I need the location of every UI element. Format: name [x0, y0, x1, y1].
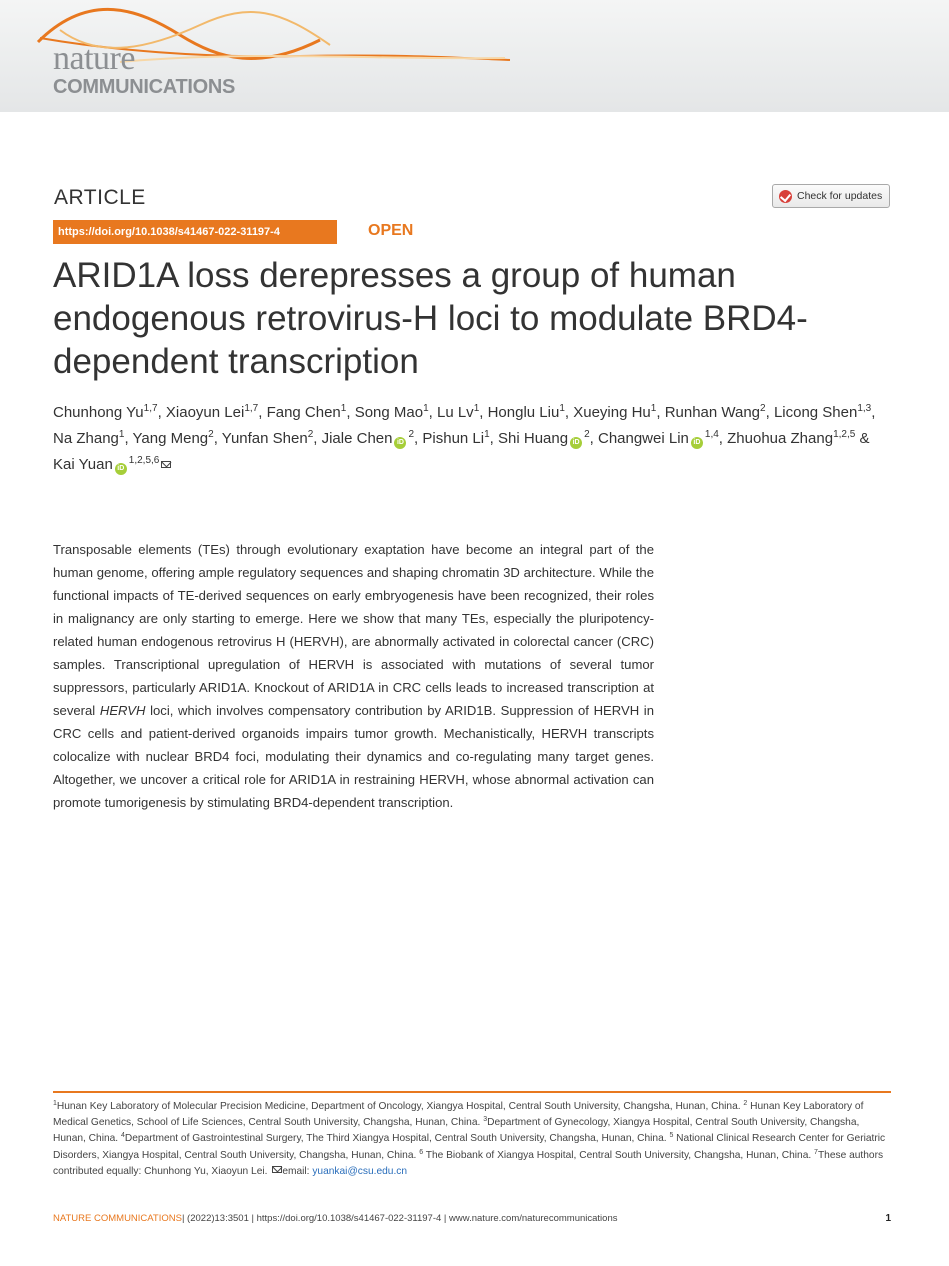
author-name[interactable]: Jiale Chen — [321, 430, 393, 447]
page-number: 1 — [885, 1213, 891, 1224]
abstract-text-part1: Transposable elements (TEs) through evolutionary exaptation have become an integral part of the human genome, offering ample regulatory sequences and shaping chromatin 3D architecture. While the functional impacts of TE-derived sequences on early embryogenesis have been recognized, their roles in malignancy are only starting to emerge. Here we show that many TEs, especially the pluripotency-related human endogenous retrovirus H (HERVH), are abnormally activated in colorectal cancer (CRC) samples. Transcriptional upregulation of HERVH is associated with mutations of several tumor suppressors, particularly ARID1A. Knockout of ARID1A in CRC cells leads to increased transcription at several — [53, 542, 654, 718]
author-affiliation-marker: 1 — [650, 403, 657, 414]
author-separator: , — [414, 430, 423, 447]
author-name[interactable]: Yang Meng — [132, 430, 209, 447]
author-separator: , — [213, 430, 222, 447]
open-access-label: OPEN — [368, 222, 414, 239]
author-separator: & — [855, 430, 870, 447]
author-separator: , — [564, 404, 574, 421]
journal-masthead — [0, 0, 949, 112]
abstract — [53, 538, 654, 814]
author-name[interactable]: Lu Lv — [436, 404, 474, 421]
footnote-marker: 3 — [483, 1116, 488, 1124]
author-name[interactable]: Song Mao — [354, 404, 424, 421]
envelope-icon — [272, 1166, 282, 1173]
affiliation-text: Hunan Key Laboratory of Molecular Precision Medicine, Department of Oncology, Xiangya Hospital, Central South University, Changsha, Hunan, China. — [56, 1101, 744, 1112]
affiliation-text: Department of Gastrointestinal Surgery, The Third Xiangya Hospital, Central South University, Changsha, Hunan, China. — [124, 1133, 670, 1145]
orcid-icon[interactable]: iD — [570, 437, 582, 449]
author-name[interactable]: Chunhong Yu — [53, 404, 144, 421]
author-separator: , — [258, 404, 267, 421]
author-affiliation-marker: 1,7 — [244, 403, 259, 414]
article-type-label: ARTICLE — [54, 186, 146, 209]
author-affiliation-marker: 1 — [473, 403, 480, 414]
author-affiliation-marker: 2 — [208, 429, 214, 440]
footnote-marker: 6 — [419, 1148, 424, 1156]
author-separator: , — [157, 404, 166, 421]
author-name[interactable]: Changwei Lin — [597, 430, 689, 447]
doi-link[interactable]: https://doi.org/10.1038/s41467-022-31197-4 — [53, 220, 337, 244]
author-name[interactable]: Yunfan Shen — [221, 430, 308, 447]
footnote-marker: 7 — [814, 1148, 818, 1156]
affiliation-text: National Clinical Research Center for Geriatric Disorders, Xiangya Hospital, Central South University, Changsha, Hunan, China. — [53, 1133, 886, 1161]
affiliations-footnotes — [53, 1099, 893, 1180]
footnote-marker: 1 — [53, 1100, 57, 1107]
check-updates-label: Check for updates — [797, 190, 883, 202]
author-separator: , — [589, 430, 598, 447]
author-name[interactable]: Honglu Liu — [487, 404, 560, 421]
author-separator: , — [656, 404, 665, 421]
affiliation-text: Department of Gynecology, Xiangya Hospital, Central South University, Changsha, Hunan, China. — [53, 1117, 860, 1145]
author-separator: , — [428, 404, 437, 421]
author-name[interactable]: Licong Shen — [773, 404, 858, 421]
logo-nature-text: nature — [53, 40, 135, 77]
check-for-updates-button[interactable] — [772, 184, 890, 208]
author-separator: , — [313, 430, 322, 447]
orcid-icon[interactable]: iD — [115, 463, 127, 475]
corresponding-email-link[interactable]: yuankai@csu.edu.cn — [312, 1165, 408, 1177]
article-title: ARID1A loss derepresses a group of human endogenous retrovirus-H loci to modulate BRD4-dependent transcription — [53, 256, 808, 381]
author-affiliation-marker: 1 — [118, 429, 125, 440]
equal-contribution-note: These authors contributed equally: Chunhong Yu, Xiaoyun Lei. — [53, 1149, 884, 1177]
author-separator: , — [479, 404, 488, 421]
author-affiliation-marker: 1,2,5,6 — [128, 455, 160, 466]
footer-journal-name: NATURE COMMUNICATIONS — [53, 1213, 182, 1224]
author-name[interactable]: Kai Yuan — [53, 456, 113, 473]
author-name[interactable]: Fang Chen — [266, 404, 341, 421]
author-name[interactable]: Xiaoyun Lei — [165, 404, 245, 421]
corresponding-author-envelope-icon[interactable] — [161, 461, 171, 468]
author-separator: , — [765, 404, 774, 421]
author-affiliation-marker: 1 — [559, 403, 565, 414]
author-affiliation-marker: 1 — [340, 403, 347, 414]
author-name[interactable]: Shi Huang — [498, 430, 569, 447]
author-affiliation-marker: 1,4 — [704, 429, 719, 440]
footnote-marker: 4 — [120, 1132, 125, 1140]
email-label: email: — [282, 1165, 313, 1177]
affiliation-text: The Biobank of Xiangya Hospital, Central South University, Changsha, Hunan, China. — [423, 1149, 815, 1161]
check-updates-icon — [779, 190, 792, 203]
orcid-icon[interactable]: iD — [394, 437, 406, 449]
author-affiliation-marker: 1,3 — [857, 403, 872, 414]
author-affiliation-marker: 2 — [760, 403, 766, 414]
author-affiliation-marker: 1 — [423, 403, 429, 414]
abstract-italic-term: HERVH — [99, 703, 146, 718]
author-name[interactable]: Na Zhang — [53, 430, 119, 447]
author-separator: , — [124, 430, 133, 447]
logo-communications-text: COMMUNICATIONS — [53, 76, 236, 98]
author-name[interactable]: Pishun Li — [422, 430, 485, 447]
author-separator: , — [346, 404, 355, 421]
author-name[interactable]: Runhan Wang — [664, 404, 761, 421]
footnote-marker: 2 — [743, 1100, 748, 1107]
orcid-icon[interactable]: iD — [691, 437, 703, 449]
author-affiliation-marker: 1,7 — [143, 403, 158, 414]
footnote-divider — [53, 1091, 891, 1093]
abstract-text-part2: loci, which involves compensatory contribution by ARID1B. Suppression of HERVH in CRC cells and patient-derived organoids impairs tumor growth. Mechanistically, HERVH transcripts colocalize with nuclear BRD4 foci, modulating their dynamics and co-regulating many target genes. Altogether, we uncover a critical role for ARID1A in restraining HERVH, whose abnormal activation can promote tumorigenesis by stimulating BRD4-dependent transcription. — [53, 703, 654, 810]
author-affiliation-marker: 1 — [484, 429, 490, 440]
author-separator: , — [489, 430, 499, 447]
author-affiliation-marker: 2 — [307, 429, 314, 440]
author-affiliation-marker: 2 — [408, 429, 415, 440]
footer-citation[interactable]: | (2022)13:3501 | https://doi.org/10.1038/s41467-022-31197-4 | www.nature.com/naturecommunications — [181, 1213, 618, 1224]
page-footer — [53, 1213, 891, 1224]
author-separator: , — [871, 404, 876, 421]
author-name[interactable]: Zhuohua Zhang — [727, 430, 834, 447]
author-list — [53, 400, 893, 478]
author-name[interactable]: Xueying Hu — [573, 404, 651, 421]
author-affiliation-marker: 1,2,5 — [833, 429, 856, 440]
author-separator: , — [718, 430, 728, 447]
footnote-marker: 5 — [669, 1132, 674, 1140]
affiliation-text: Hunan Key Laboratory of Medical Genetics, School of Life Sciences, Central South University, Changsha, Hunan, China. — [53, 1101, 864, 1129]
author-affiliation-marker: 2 — [584, 429, 590, 440]
